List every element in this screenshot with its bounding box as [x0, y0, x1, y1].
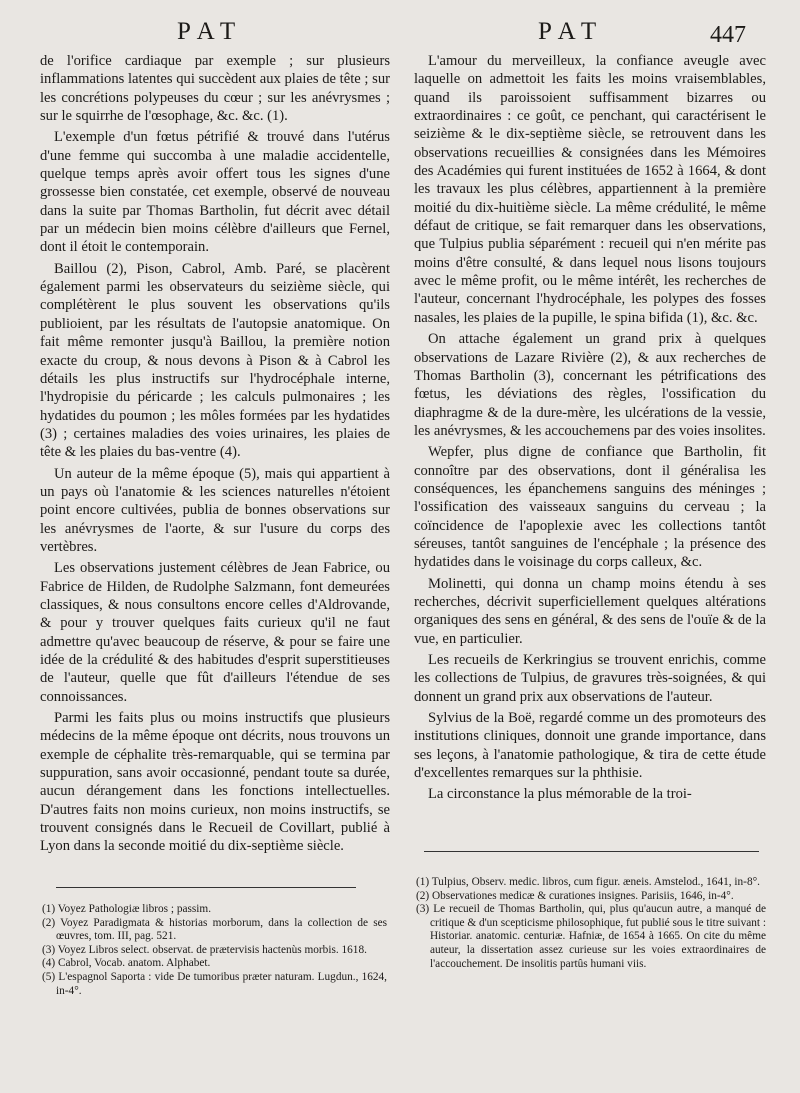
paragraph: Baillou (2), Pison, Cabrol, Amb. Paré, se placèrent également parmi les observateurs du seizième siècle, qui complétèrent le plus souvent les observations qu'ils publioient, par les résultats de l'autopsie anatomique. On fait même remonter jusqu'à Baillou, la première notion exacte du croup, & nous devons à Pison & à Cabrol les détails les plus instructifs sur l'hydrocéphale interne, l'hydropisie du péricarde ; les calculs pulmonaires ; les hydatides du poumon ; les môles formées par les hydatides (3) ; certaines maladies des voies urinaires, les plaies de tête & les plaies du bas-ventre (4).: [40, 260, 390, 461]
header-left-title: PAT: [177, 18, 244, 45]
paragraph: La circonstance la plus mémorable de la troi-: [428, 786, 692, 803]
paragraph: L'amour du merveilleux, la confiance aveugle avec laquelle on admettoit les faits les moins vraisemblables, quand ils paroissoient suffisamment bizarres ou extraordinaires : ce goût, ce penchant, qui caractérisent le seizième & le dix-septième siècle, se retrouvent dans les observations recueillies & consignées dans les Mémoires des Académies qui furent instituées de 1652 à 1664, & dont les travaux les plus célèbres, appartiennent à la première moitié du dix-huitième siècle. La même crédulité, le même défaut de critique, se fait remarquer dans les observations, que Tulpius publia séparément : recueil qui n'en mérite pas moins d'être consulté, & dans lequel nous lisons toujours avec le même profit, ou le même intérêt, les recherches de l'auteur, concernant l'hydrocéphale, les polypes des fosses nasales, les plaies de la pupille, le spina bifida (1), &c. &c.: [414, 53, 766, 326]
paragraph: Wepfer, plus digne de confiance que Bartholin, fit connoître par des observations, dont il généralisa les conséquences, les épanchemens sanguins des méninges ; l'ossification des vaisseaux sanguins du cerveau ; la coïncidence de l'apoplexie avec les collections tantôt séreuses, tantôt sanguines de l'encéphale ; la présence des hydatides dans le voisinage du corps calleux, &c.: [414, 444, 766, 571]
running-header: [0, 14, 800, 48]
right-column: [414, 52, 766, 807]
paragraph: Parmi les faits plus ou moins instructifs que plusieurs médecins de la même époque ont décrits, nous trouvons un exemple de céphalite très-remarquable, qui se termina par suppuration, sans avoir occasionné, pendant toute sa durée, aucun dérangement dans les fonctions intellectuelles. D'autres faits non moins curieux, non moins instructifs, se trouvent consignés dans le Recueil de Covillart, publié à Lyon dans la seconde moitié du dix-septième siècle.: [40, 710, 390, 855]
footnote-divider: [424, 851, 759, 852]
footnote: (1) Voyez Pathologiæ libros ; passim.: [42, 903, 212, 915]
paragraph: de l'orifice cardiaque par exemple ; sur plusieurs inflammations latentes qui succèdent aux plaies de tête ; sur les concrétions polypeuses du cœur ; sur les anévrysmes ; sur le squirrhe de l'œsophage, &c. &c. (1).: [40, 53, 390, 125]
footnote: (5) L'espagnol Saporta : vide De tumoribus præter naturam. Lugdun., 1624, in-4°.: [42, 970, 387, 997]
paragraph: Molinetti, qui donna un champ moins étendu à ses recherches, décrivit superficiellement quelques altérations organiques des sens en général, & des sens de l'ouïe & de la vue, en particulier.: [414, 575, 766, 647]
paragraph: Les observations justement célèbres de Jean Fabrice, ou Fabrice de Hilden, de Rudolphe Salzmann, font demeurées classiques, & nous consultons encore celles d'Aldrovande, & pour y trouver quelques faits curieux qu'il ne faut admettre qu'avec beaucoup de réserve, & pour se faire une idée de la crédulité & des habitudes d'esprit superstitieuses de l'auteur, quelle que fût d'ailleurs l'étendue de ses connoissances.: [40, 560, 390, 705]
paragraph: Les recueils de Kerkringius se trouvent enrichis, comme les collections de Tulpius, de gravures très-soignées, & qui donnent un grand prix aux observations de l'auteur.: [414, 652, 766, 705]
footnote-divider: [56, 887, 356, 888]
paragraph: L'exemple d'un fœtus pétrifié & trouvé dans l'utérus d'une femme qui succomba à une maladie accidentelle, quelque temps après avoir offert tous les signes d'une grossesse bien constatée, cet exemple, observé de nouveau dans la suite par Thomas Bartholin, fut décrit avec détail par un médecin bien moins célèbre d'ailleurs que Fernel, dont il étoit le contemporain.: [40, 129, 390, 256]
left-footnotes: [42, 903, 387, 998]
left-column: [40, 52, 390, 859]
paragraph: Un auteur de la même époque (5), mais qui appartient à un pays où l'anatomie & les sciences naturelles n'étoient point encore cultivées, publia de bonnes observations sur les anévrysmes de l'aorte, & sur l'usure du corps des vertèbres.: [40, 465, 390, 555]
footnote: (2) Observationes medicæ & curationes insignes. Parisiis, 1646, in-4°.: [416, 889, 734, 902]
paragraph: On attache également un grand prix à quelques observations de Lazare Rivière (2), & aux recherches de Thomas Bartholin (3), concernant les pétrifications des fœtus, les déviations des règles, l'ossification du diaphragme & de la dure-mère, les ulcérations de la vessie, les anévrysmes, & les accouchemens par des voies insolites.: [414, 331, 766, 439]
footnote: (3) Le recueil de Thomas Bartholin, qui, plus qu'aucun autre, a manqué de critique & d'un scepticisme philosophique, fut publié sous le titre suivant : Historiar. anatomic. centuriæ. Hafniæ, de 1654 à 1665. On cite du même auteur, la dissertation assez curieuse sur les voies extraordinaires de l'accouchement. De insolitis partûs humani viis.: [416, 903, 766, 970]
right-footnotes: [416, 876, 766, 971]
paragraph: Sylvius de la Boë, regardé comme un des promoteurs des institutions cliniques, donnoit une grande importance, dans ses leçons, à l'anatomie pathologique, & tira de cette étude d'excellentes remarques sur la phthisie.: [414, 710, 766, 782]
footnote: (1) Tulpius, Observ. medic. libros, cum figur. æneis. Amstelod., 1641, in-8°.: [416, 876, 760, 888]
footnote: (4) Cabrol, Vocab. anatom. Alphabet.: [42, 957, 211, 970]
header-right-title: PAT: [538, 18, 605, 45]
footnote: (3) Voyez Libros select. observat. de prætervisis hactenùs morbis. 1618.: [42, 943, 367, 956]
footnote: (2) Voyez Paradigmata & historias morborum, dans la collection de ses œuvres, tom. III, pag. 521.: [42, 916, 387, 943]
page-number: 447: [710, 22, 746, 48]
